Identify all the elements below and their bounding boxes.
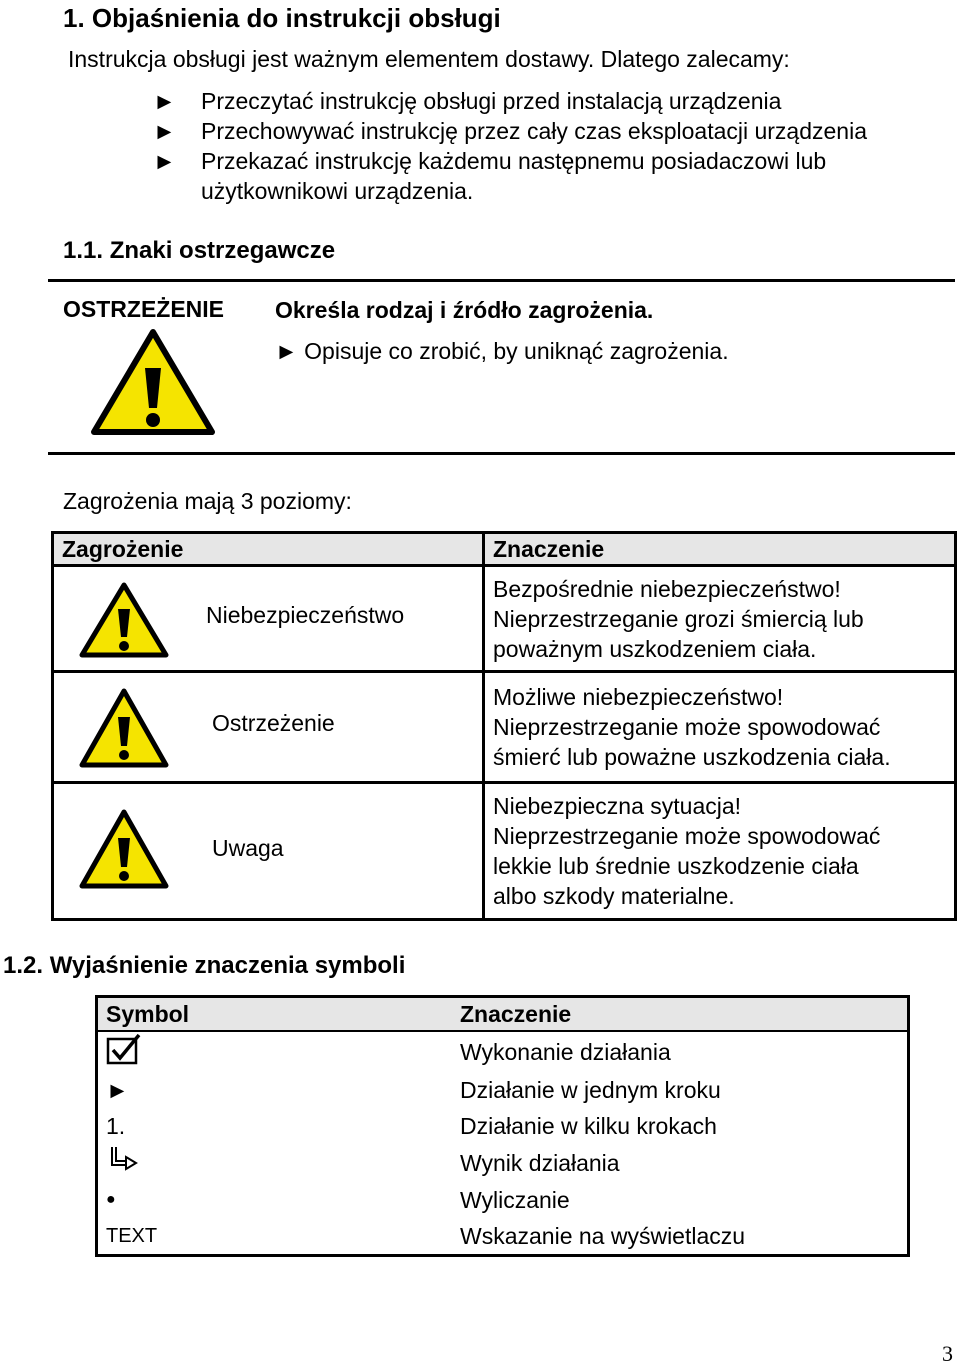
list-item: ► Przekazać instrukcję każdemu następnemu posiadaczowi lub	[153, 148, 827, 174]
symbol-meaning: Działanie w kilku krokach	[460, 1112, 717, 1139]
level-meaning: Niebezpieczna sytuacja! Nieprzestrzeganie może spowodować lekkie lub średnie uszkodzenie ciała albo szkody materialne.	[484, 783, 956, 920]
subsection-title: 1.1. Znaki ostrzegawcze	[63, 237, 336, 264]
bullet-dot-icon: ●	[106, 1191, 116, 1208]
triangle-right-icon: ►	[153, 88, 176, 114]
table-row	[97, 1031, 909, 1072]
page-number: 3	[942, 1341, 953, 1366]
warning-sign-icon	[78, 808, 170, 890]
symbol-meaning: Wskazanie na wyświetlaczu	[460, 1222, 746, 1249]
warning-description: Określa rodzaj i źródło zagrożenia.	[275, 297, 654, 323]
level-meaning: Bezpośrednie niebezpieczeństwo! Nieprzestrzeganie grozi śmiercią lub poważnym uszkodzeniem ciała.	[484, 566, 956, 672]
table-row	[97, 1144, 909, 1182]
hazard-levels-table	[51, 531, 957, 921]
triangle-right-icon: ►	[153, 148, 176, 174]
column-header: Symbol	[97, 997, 453, 1032]
table-row	[97, 1072, 909, 1108]
table-row	[97, 1218, 909, 1256]
triangle-right-icon: ►	[153, 118, 176, 144]
symbol-meaning: Wynik działania	[460, 1149, 620, 1176]
level-name: Niebezpieczeństwo	[206, 602, 405, 628]
table-row	[53, 672, 956, 783]
list-item: ► Przechowywać instrukcję przez cały czas eksploatacji urządzenia	[153, 118, 868, 144]
warning-sign-icon	[78, 581, 170, 659]
symbol-meaning: Wyliczanie	[460, 1186, 570, 1213]
symbol-meaning: Wykonanie działania	[460, 1038, 671, 1065]
level-name: Ostrzeżenie	[212, 710, 335, 736]
warning-label: OSTRZEŻENIE	[63, 296, 225, 322]
symbol-text: TEXT	[106, 1224, 158, 1247]
table-row	[53, 783, 956, 920]
levels-intro: Zagrożenia mają 3 poziomy:	[63, 488, 352, 514]
subsection-title: 1.2. Wyjaśnienie znaczenia symboli	[3, 952, 406, 979]
warning-sign-icon	[90, 328, 216, 441]
column-header: Znaczenie	[484, 533, 956, 566]
symbol-text: 1.	[106, 1112, 126, 1139]
column-header: Zagrożenie	[53, 533, 484, 566]
symbols-table	[95, 995, 910, 1257]
list-item: użytkownikowi urządzenia.	[201, 178, 474, 204]
list-item: ► Przeczytać instrukcję obsługi przed instalacją urządzenia	[153, 88, 782, 114]
bullet-list	[153, 86, 867, 206]
table-row	[97, 1108, 909, 1144]
intro-text: Instrukcja obsługi jest ważnym elementem dostawy. Dlatego zalecamy:	[68, 46, 790, 72]
warning-action: ► Opisuje co zrobić, by uniknąć zagrożenia.	[275, 338, 729, 364]
level-name: Uwaga	[212, 835, 284, 861]
divider	[48, 279, 955, 282]
triangle-right-icon: ►	[106, 1076, 129, 1103]
column-header: Znaczenie	[452, 997, 909, 1032]
table-row	[53, 566, 956, 672]
symbol-meaning: Działanie w jednym kroku	[460, 1076, 721, 1103]
level-meaning: Możliwe niebezpieczeństwo! Nieprzestrzeganie może spowodować śmierć lub poważne uszkodzenia ciała.	[484, 672, 956, 783]
section-title: 1. Objaśnienia do instrukcji obsługi	[63, 3, 501, 33]
warning-sign-icon	[78, 687, 170, 769]
table-row	[97, 1182, 909, 1218]
hook-arrow-icon	[106, 1145, 140, 1175]
divider	[48, 452, 955, 455]
checkbox-check-icon	[106, 1033, 142, 1065]
